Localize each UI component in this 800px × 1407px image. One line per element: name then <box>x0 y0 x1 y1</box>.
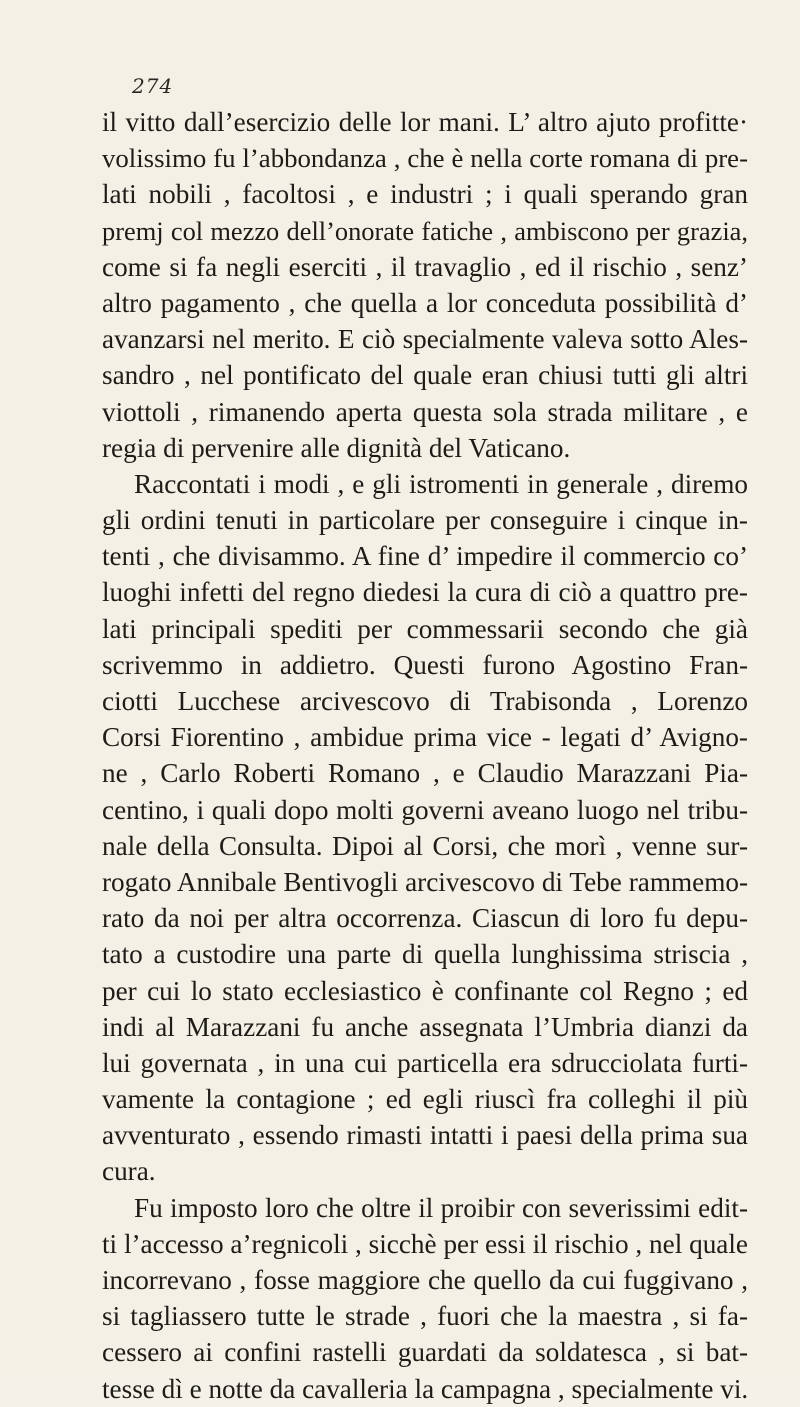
text-line: ciotti Lucchese arcivescovo di Trabisonda , Lorenzo <box>102 686 748 716</box>
body-text <box>102 104 748 1407</box>
text-line: tenti , che divisammo. A fine d’ impedire il commercio co’ <box>102 541 748 572</box>
text-line: lati nobili , facoltosi , e industri ; i quali sperando gran <box>102 179 748 210</box>
text-line: volissimo fu l’abbondanza , che è nella corte romana di pre- <box>102 143 748 174</box>
text-line: si tagliassero tutte le strade , fuori che la maestra , si fa- <box>102 1301 748 1332</box>
text-line: lati principali spediti per commessarii secondo che già <box>102 613 748 644</box>
text-line: nale della Consulta. Dipoi al Corsi, che morì , venne sur- <box>102 830 748 861</box>
text-line: Corsi Fiorentino , ambidue prima vice - legati d’ Avigno- <box>102 722 748 753</box>
text-line: Fu imposto loro che oltre il proibir con severissimi edit- <box>134 1192 748 1223</box>
text-line: rato da noi per altra occorrenza. Ciascun di loro fu depu- <box>102 903 748 934</box>
text-line: il vitto dall’esercizio delle lor mani. L’ altro ajuto profitte· <box>102 107 748 137</box>
text-line: ne , Carlo Roberti Romano , e Claudio Marazzani Pia- <box>102 758 748 789</box>
text-line: tato a custodire una parte di quella lunghissima striscia , <box>102 939 748 970</box>
text-line: premj col mezzo dell’onorate fatiche , ambiscono per grazia, <box>102 215 748 246</box>
text-line: sandro , nel pontificato del quale eran chiusi tutti gli altri <box>102 360 748 391</box>
text-line: incorrevano , fosse maggiore che quello da cui fuggivano , <box>102 1265 748 1295</box>
text-line: lui governata , in una cui particella era sdrucciolata furti- <box>102 1047 748 1078</box>
text-line: Raccontati i modi , e gli istromenti in generale , diremo <box>134 468 748 499</box>
text-line: ti l’accesso a’regnicoli , sicchè per essi il rischio , nel quale <box>102 1228 748 1259</box>
text-line: vamente la contagione ; ed egli riuscì fra colleghi il più <box>102 1084 748 1115</box>
text-line: rogato Annibale Bentivogli arcivescovo di Tebe rammemo- <box>102 866 748 897</box>
text-line: gli ordini tenuti in particolare per conseguire i cinque in- <box>102 505 748 536</box>
text-line: altro pagamento , che quella a lor conceduta possibilità d’ <box>102 287 748 318</box>
text-line: cura. <box>102 1156 156 1187</box>
text-line: avventurato , essendo rimasti intatti i paesi della prima sua <box>102 1120 748 1151</box>
text-line: indi al Marazzani fu anche assegnata l’Umbria dianzi da <box>102 1011 748 1042</box>
page-number: 274 <box>132 74 174 98</box>
text-line: cessero ai confini rastelli guardati da soldatesca , si bat- <box>102 1337 748 1368</box>
text-line: scrivemmo in addietro. Questi furono Agostino Fran- <box>102 649 748 680</box>
text-line: viottoli , rimanendo aperta questa sola strada militare , e <box>102 396 748 427</box>
text-line: per cui lo stato ecclesiastico è confinante col Regno ; ed <box>102 975 748 1006</box>
text-line: avanzarsi nel merito. E ciò specialmente valeva sotto Ales- <box>102 324 748 355</box>
text-line: centino, i quali dopo molti governi aveano luogo nel tribu- <box>102 794 748 825</box>
text-line: regia di pervenire alle dignità del Vaticano. <box>102 432 571 463</box>
text-line: luoghi infetti del regno diedesi la cura di ciò a quattro pre- <box>102 577 748 608</box>
text-line: come si fa negli eserciti , il travaglio , ed il rischio , senz’ <box>102 251 748 282</box>
text-line: tesse dì e notte da cavalleria la campagna , specialmente vi. <box>102 1373 749 1404</box>
